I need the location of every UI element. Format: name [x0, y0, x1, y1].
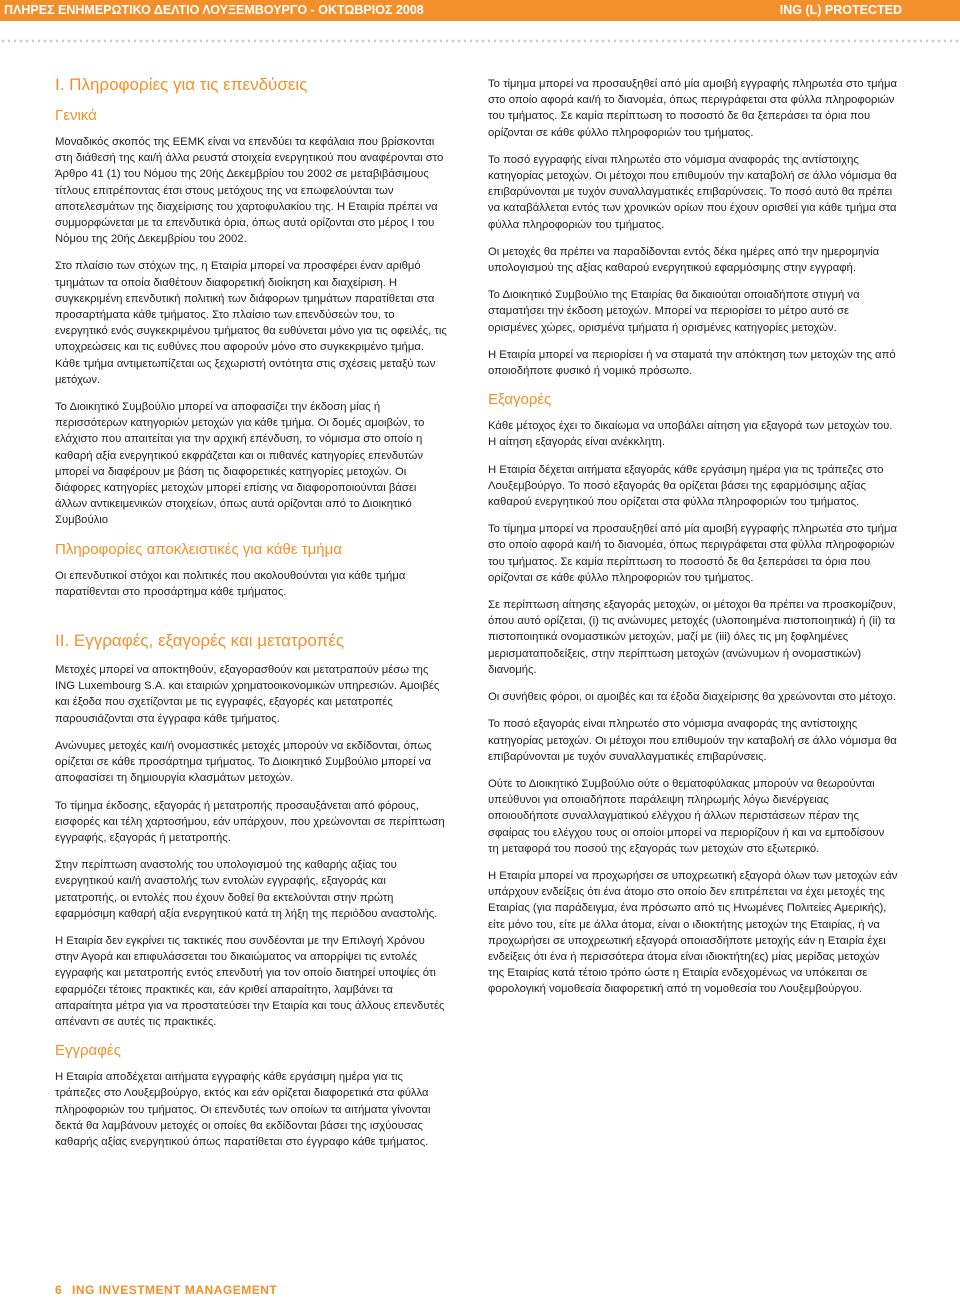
page-number: 6	[55, 1283, 63, 1297]
dotted-divider	[0, 38, 960, 44]
paragraph: Κάθε μέτοχος έχει το δικαίωμα να υποβάλει αίτηση για εξαγορά των μετοχών του. Η αίτηση εξαγοράς είναι ανέκκλητη.	[488, 420, 893, 449]
header-title: ΠΛΗΡΕΣ ΕΝΗΜΕΡΩΤΙΚΟ ΔΕΛΤΙΟ ΛΟΥΞΕΜΒΟΥΡΓΟ - ΟΚΤΩΒΡΙΟΣ 2008	[4, 3, 424, 17]
paragraph: Το τίμημα έκδοσης, εξαγοράς ή μετατροπής προσαυξάνεται από φόρους, εισφορές και τέλη χαρτοσήμου, εάν υπάρχουν, που χρεώνονται σε περίπτωση εγγραφής, εξαγοράς ή μετατροπής.	[55, 799, 445, 844]
paragraph: Οι επενδυτικοί στόχοι και πολιτικές που ακολουθούνται για κάθε τμήμα παρατίθενται στο προσάρτημα κάθε τμήματος.	[55, 569, 406, 598]
heading-redemptions: Εξαγορές	[488, 391, 552, 409]
section-title-investments: I. Πληροφορίες για τις επενδύσεις	[55, 75, 308, 94]
paragraph: Η Εταιρία μπορεί να προχωρήσει σε υποχρεωτική εξαγορά όλων των μετοχών εάν υπάρχουν ενδείξεις ότι ένα άτομο στο οποίο δεν επιτρέπεται να έχει μετοχές της Εταιρίας (για παράδειγμα, ένα πρόσωπο από τις Ηνωμένες Πολιτείες Αμερικής), είτε μόνο του, είτε με άλλα άτομα, είναι ο ιδιοκτήτης μετοχών της Εταιρίας, ή να προχωρήσει σε υποχρεωτική εξαγορά οποιασδήποτε μετοχής εάν η Εταιρία έχει ενδείξεις ότι ένα ή περισσότερα άτομα είναι ιδιοκτήτη(ες) μίας μερίδας μετοχών της Εταιρίας κατά τέτοιο τρόπο ώστε η Εταιρία ενδεχομένως να υπόκειται σε φορολογική νομοθεσία διαφορετική από τη νομοθεσία του Λουξεμβούργου.	[488, 869, 898, 996]
right-column	[488, 76, 898, 1009]
paragraph: Η Εταιρία αποδέχεται αιτήματα εγγραφής κάθε εργάσιμη ημέρα για τις τράπεζες στο Λουξεμβούργο, εκτός και εάν ορίζεται διαφορετικά στα φύλλα πληροφοριών του τμήματος. Οι επενδυτές των οποίων τα αιτήματα γίνονται δεκτά θα λαμβάνουν μετοχές οι οποίες θα εκδίδονται βάσει της ισχύουσας καθαρής αξίας ενεργητικού όπως παρατίθεται στο έγγραφο κάθε τμήματος.	[55, 1071, 431, 1148]
fund-name: ING (L) PROTECTED	[779, 3, 902, 17]
paragraph: Μετοχές μπορεί να αποκτηθούν, εξαγορασθούν και μετατραπούν μέσω της ING Luxembourg S.A. και εταιριών χρηματοοικονομικών υπηρεσιών. Αμοιβές και έξοδα που σχετίζονται με τις εγγραφές, εξαγορές και μετατροπές παρουσιάζονται στα έγγραφα κάθε τμήματος.	[55, 664, 440, 725]
paragraph: Οι μετοχές θα πρέπει να παραδίδονται εντός δέκα ημέρες από την ημερομηνία υπολογισμού της αξίας καθαρού ενεργητικού εφαρμόσιμης στην εγγραφή.	[488, 245, 880, 275]
paragraph: Ούτε το Διοικητικό Συμβούλιο ούτε ο θεματοφύλακας μπορούν να θεωρούνται υπεύθυνοι για οποιαδήποτε παράλειψη πληρωμής λόγω διενέργειας οποιουδήποτε συναλλαγματικού ελέγχου ή άλλων περιστάσεων πέραν της σφαίρας του ελέγχου τους οι οποίοι μπορεί να περιορίζουν ή και να εμποδίσουν τη μεταφορά του ποσού της εξαγοράς των μετοχών στο εξωτερικό.	[488, 777, 885, 855]
section-title-subscriptions: II. Εγγραφές, εξαγορές και μετατροπές	[55, 631, 345, 651]
paragraph: Στο πλαίσιο των στόχων της, η Εταιρία μπορεί να προσφέρει έναν αριθμό τμημάτων τα οποία διαθέτουν διαφορετική διοίκηση και διαχείριση. Η συγκεκριμένη επενδυτική πολιτική των διάφορων τμημάτων παρατίθεται στα προσαρτήματα κάθε τμήματος. Στο πλαίσιο των επενδύσεών του, το ενεργητικό ενός συγκεκριμένου τμήματος θα ευθύνεται μόνο για τις οφειλές, τις υποχρεώσεις και τις ευθύνες που αφορούν μόνο στο συγκεκριμένο τμήμα. Κάθε τμήμα αντιμετωπίζεται ως ξεχωριστή οντότητα στις σχέσεις μεταξύ των μετόχων.	[55, 260, 447, 386]
paragraph: Το ποσό εγγραφής είναι πληρωτέο στο νόμισμα αναφοράς της αντίστοιχης κατηγορίας μετοχών. Οι μέτοχοι που επιθυμούν την καταβολή σε άλλο νόμισμα θα επιβαρύνονται με τυχόν συναλλαγματικές επιβαρύνσεις. Το ποσό αυτό θα πρέπει να καταβάλλεται εντός των χρονικών ορίων που έχουν ορισθεί για κάθε τμήμα στα φύλλα πληροφοριών του τμήματος.	[488, 153, 897, 231]
paragraph: Η Εταιρία μπορεί να περιορίσει ή να σταματά την απόκτηση των μετοχών της από οποιοδήποτε φυσικό ή νομικό πρόσωπο.	[488, 348, 896, 378]
paragraph: Στην περίπτωση αναστολής του υπολογισμού της καθαρής αξίας του ενεργητικού και/ή αναστολής των εντολών εγγραφής, εξαγοράς και μετατροπής, οι εντολές που έχουν δοθεί θα εκτελούνται στην πρώτη εφαρμόσιμη καθαρή αξία ενεργητικού κατά τη λήξη της περιόδου αναστολής.	[55, 859, 438, 920]
header-bar	[0, 0, 960, 21]
paragraph: Η Εταιρία δέχεται αιτήματα εξαγοράς κάθε εργάσιμη ημέρα για τις τράπεζες στο Λουξεμβούργο. Το ποσό εξαγοράς θα ορίζεται βάσει της εφαρμόσιμης αξίας καθαρού ενεργητικού που ορίζεται στα φύλλα πληροφοριών του τμήματος.	[488, 463, 884, 509]
paragraph: Σε περίπτωση αίτησης εξαγοράς μετοχών, οι μέτοχοι θα πρέπει να προσκομίζουν, όπου αυτό ορίζεται, (i) τις ανώνυμες μετοχές (υλοποιημένα πιστοποιητικά) ή (ii) τα πιστοποιητικά ονομαστικών μετοχών, μαζί με (iii) όλες τις μη ξοφλημένες μερισματαποδείξεις, στην περίπτωση μετοχών (ανώνυμων ή ονομαστικών) διανομής.	[488, 599, 896, 676]
left-column	[55, 74, 447, 1161]
heading-subfund-info: Πληροφορίες αποκλειστικές για κάθε τμήμα	[55, 540, 342, 558]
paragraph: Το ποσό εξαγοράς είναι πληρωτέο στο νόμισμα αναφοράς της αντίστοιχης κατηγορίας μετοχών. Οι μέτοχοι που επιθυμούν την καταβολή σε άλλο νόμισμα θα επιβαρύνονται με τυχόν συναλλαγματικές επιβαρύνσεις.	[488, 718, 897, 763]
paragraph: Το τίμημα μπορεί να προσαυξηθεί από μία αμοιβή εγγραφής πληρωτέα στο τμήμα στο οποίο αφορά και/ή το διανομέα, όπως περιγράφεται στα φύλλα πληροφοριών του τμήματος. Σε καμία περίπτωση το ποσοστό δε θα ξεπεράσει τα όρια που ορίζονται σε κάθε φύλλο πληροφοριών του τμήματος.	[488, 523, 898, 584]
paragraph: Μοναδικός σκοπός της ΕΕΜΚ είναι να επενδύει τα κεφάλαια που βρίσκονται στη διάθεσή της και/ή άλλα ρευστά στοιχεία ενεργητικού που αναφέρονται στο Άρθρο 41 (1) του Νόμου της 20ής Δεκεμβρίου του 2002 σε μεταβιβάσιμους τίτλους επιτρέποντας έτσι στους μετόχους της να επωφελούνται των αποτελεσμάτων της διαχείρισης του χαρτοφυλακίου της. Η Εταιρία πρέπει να συμμορφώνεται με τα επενδυτικά όρια, όπως αυτά ορίζονται στο μέρος I του Νόμου της 20ής Δεκεμβρίου του 2002.	[55, 136, 444, 246]
heading-general: Γενικά	[55, 107, 97, 124]
paragraph: Το Διοικητικό Συμβούλιο μπορεί να αποφασίζει την έκδοση μίας ή περισσότερων κατηγοριών μετοχών για κάθε τμήμα. Οι δομές αμοιβών, το ελάχιστο που απαιτείται για την αρχική επένδυση, το νόμισμα στο οποίο η καθαρή αξία ενεργητικού εκφράζεται και οι πιθανές κατηγορίες επενδυτών μπορεί να διαφέρουν με βάση τις διαφορετικές κατηγορίες μετοχών. Οι διάφορες κατηγορίες μετοχών μπορεί επίσης να διαφοροποιούνται βάσει άλλων αντικειμενικών στοιχείων, όπως αυτά ορίζονται από το Διοικητικό Συμβούλιο	[55, 401, 425, 527]
paragraph: Το Διοικητικό Συμβούλιο της Εταιρίας θα δικαιούται οποιαδήποτε στιγμή να σταματήσει την έκδοση μετοχών. Μπορεί να περιορίσει το μέτρο αυτό σε ορισμένες χώρες, ορισμένα τμήματα ή ορισμένες κατηγορίες μετοχών.	[488, 289, 860, 334]
page-footer	[55, 1283, 277, 1297]
heading-subscriptions: Εγγραφές	[55, 1042, 121, 1060]
paragraph: Η Εταιρία δεν εγκρίνει τις τακτικές που συνδέονται με την Επιλογή Χρόνου στην Αγορά και επιφυλάσσεται του δικαιώματος να απορρίψει τις εντολές εγγραφής και μετατροπής εντός επενδυτή για τον οποίο διατηρεί υποψίες ότι εφαρμόζει τέτοιες πρακτικές και, εάν κριθεί απαραίτητο, λαμβάνει τα απαραίτητα μέτρα για να προστατεύσει την Εταιρία και τους άλλους επενδυτές απέναντι σε αυτές τις πρακτικές.	[55, 934, 445, 1028]
paragraph: Το τίμημα μπορεί να προσαυξηθεί από μία αμοιβή εγγραφής πληρωτέα στο τμήμα στο οποίο αφορά και/ή το διανομέα, όπως περιγράφεται στα φύλλα πληροφοριών του τμήματος. Σε καμία περίπτωση το ποσοστό δε θα ξεπεράσει τα όρια που ορίζονται σε κάθε φύλλο πληροφοριών του τμήματος.	[488, 78, 898, 139]
paragraph: Ανώνυμες μετοχές και/ή ονομαστικές μετοχές μπορούν να εκδίδονται, όπως ορίζεται σε κάθε προσάρτημα τμήματος. Το Διοικητικό Συμβούλιο μπορεί να αποφασίσει τη δημιουργία κλασμάτων μετοχών.	[55, 739, 432, 785]
paragraph: Οι συνήθεις φόροι, οι αμοιβές και τα έξοδα διαχείρισης θα χρεώνονται στο μέτοχο.	[488, 691, 896, 704]
brand-name: ING INVESTMENT MANAGEMENT	[72, 1283, 278, 1297]
